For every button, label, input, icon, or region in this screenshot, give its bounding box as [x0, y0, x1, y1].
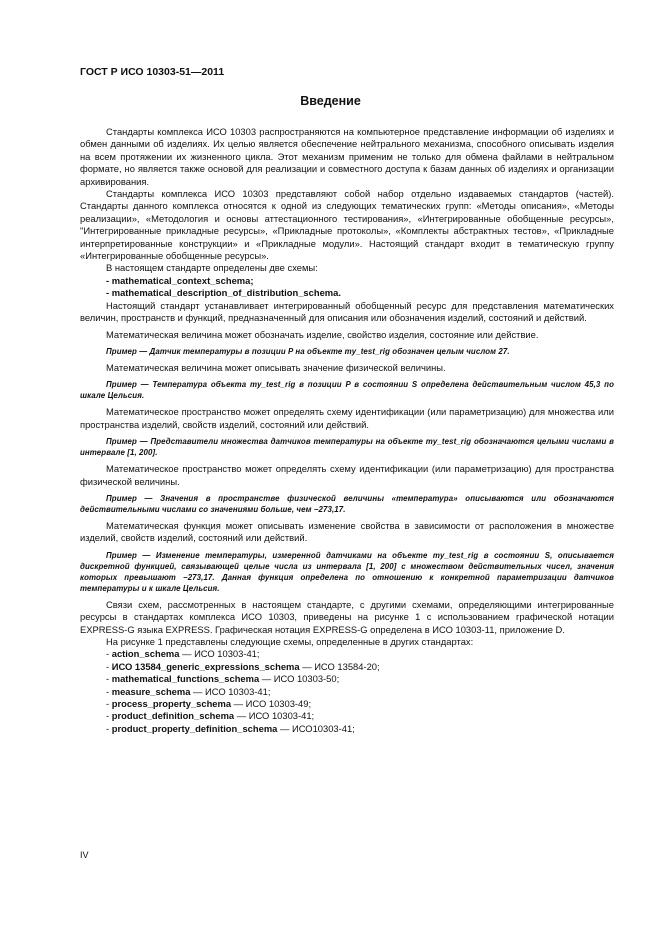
paragraph: Математическое пространство может определять схему идентификации (или параметризацию) для множества или пространства изделий, свойств изделий, состояний или действий.: [80, 406, 614, 430]
document-body: [80, 126, 614, 735]
example-text: Пример — Датчик температуры в позиции P на объекте my_test_rig обозначен целым числом 27.: [106, 346, 510, 356]
schema-list-item: - product_definition_schema — ИСО 10303-41;: [106, 710, 315, 722]
section-title: Введение: [300, 94, 361, 108]
example-text: Пример — Значения в пространстве физической величины «температура» описываются или обозначаются действительными числами со значениями больше, чем −273,17.: [80, 493, 614, 514]
paragraph: На рисунке 1 представлены следующие схемы, определенные в других стандартах:: [106, 635, 474, 647]
schema-list-item: - mathematical_context_schema;: [106, 274, 254, 286]
schema-list-item: - mathematical_functions_schema — ИСО 10303-50;: [106, 673, 340, 685]
schema-list-item: - measure_schema — ИСО 10303-41;: [106, 685, 271, 697]
example-text: Пример — Изменение температуры, измеренной датчиками на объекте my_test_rig в состоянии S, описывается дискретной функцией, связывающей целые числа из интервала [1, 200] с множеством действительных чисел, значения которых превышают −273,17. Данная функция определена по отношению к конкретной параметризации датчиков температуры и к шкале Цельсия.: [80, 550, 614, 593]
schema-list-item: - product_property_definition_schema — ИСО10303-41;: [106, 722, 355, 734]
paragraph: Математическое пространство может определять схему идентификации (или параметризацию) для пространства физической величины.: [80, 463, 614, 487]
schema-list-item: - process_property_schema — ИСО 10303-49;: [106, 698, 312, 709]
document-header: ГОСТ Р ИСО 10303-51—2011: [80, 66, 225, 78]
paragraph: Стандарты комплекса ИСО 10303 представляют собой набор отдельно издаваемых стандартов (частей). Стандарты данного комплекса относятся к одной из следующих тематических групп: «Методы описания», «Методы реализации», «Методология и основы аттестационного тестирования», «Интегрированные обобщенные ресурсы», "Интегрированные прикладные ресурсы», «Прикладные протоколы», «Комплекты абстрактных тестов», «Прикладные интерпретированные конструкции» и «Прикладные модули». Настоящий стандарт входит в тематическую группу «Интегрированные обобщенные ресурсы».: [80, 188, 614, 262]
example-text: Пример — Представители множества датчиков температуры на объекте my_test_rig обозначаются целыми числами в интервале [1, 200].: [80, 437, 614, 458]
paragraph: Настоящий стандарт устанавливает интегрированный обобщенный ресурс для представления математических величин, пространств и функций, предназначенный для описания или обозначения изделий, состояний и действий.: [80, 299, 614, 324]
paragraph: Математическая величина может описывать значение физической величины.: [106, 361, 446, 373]
page-number: IV: [80, 850, 89, 860]
schema-list-item: - action_schema — ИСО 10303-41;: [106, 648, 260, 660]
paragraph: Математическая функция может описывать изменение свойства в зависимости от расположения в множестве изделий, свойств изделий, состояний или действий.: [80, 519, 614, 544]
paragraph: Связи схем, рассмотренных в настоящем стандарте, с другими схемами, определяющими интегрированные ресурсы в стандартах комплекса ИСО 10303, приведены на рисунке 1 с использованием графической нотации EXPRESS-G языка EXPRESS. Графическая нотация EXPRESS-G определена в ИСО 10303-11, приложение D.: [80, 598, 614, 635]
paragraph: Стандарты комплекса ИСО 10303 распространяются на компьютерное представление информации об изделиях и обмен данными об изделиях. Их целью является обеспечение нейтрального механизма, способного описывать изделия на всем протяжении их жизненного цикла. Этот механизм применим не только для обмена файлами в нейтральном формате, но является также основой для реализации и совместного доступа к базам данных об изделиях и организации архивирования.: [80, 126, 614, 187]
paragraph: В настоящем стандарте определены две схемы:: [106, 262, 318, 274]
paragraph: Математическая величина может обозначать изделие, свойство изделия, состояние или действие.: [106, 328, 539, 340]
schema-list-item: - ИСО 13584_generic_expressions_schema — ИСО 13584-20;: [106, 660, 380, 672]
example-text: Пример — Температура объекта my_test_rig в позиции P в состоянии S определена действительным числом 45,3 по шкале Цельсия.: [80, 380, 614, 401]
schema-list-item: - mathematical_description_of_distribution_schema.: [106, 287, 341, 299]
